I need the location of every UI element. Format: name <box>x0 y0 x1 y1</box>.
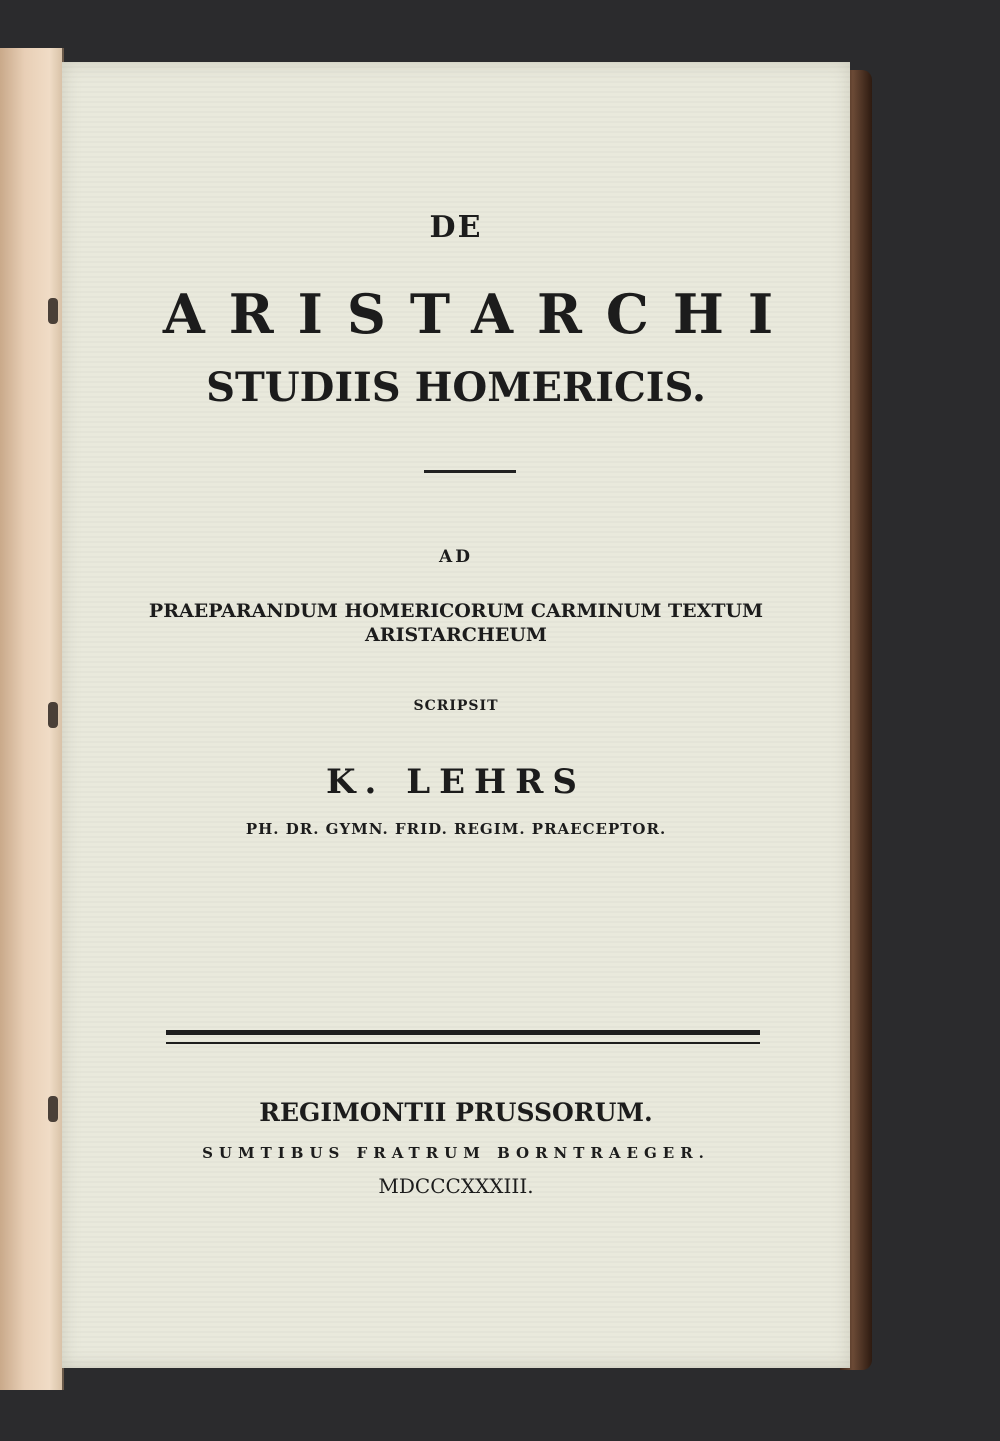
thick-divider <box>166 1030 760 1035</box>
title-line-aristarchi: ARISTARCHI <box>162 282 798 346</box>
handwritten-shelfmark <box>582 1344 822 1348</box>
imprint-place: REGIMONTII PRUSSORUM. <box>259 1098 653 1127</box>
purpose-line-1: PRAEPARANDUM HOMERICORUM CARMINUM TEXTUM <box>148 600 764 622</box>
binding-stitch <box>48 298 58 324</box>
author-name: K. LEHRS <box>326 762 586 802</box>
short-divider <box>424 470 516 473</box>
binding-stitch <box>48 702 58 728</box>
title-line-studiis: STUDIIS HOMERICIS. <box>206 364 706 411</box>
line-scripsit: SCRIPSIT <box>413 698 499 714</box>
thin-divider <box>166 1042 760 1044</box>
binding-stitch <box>48 1096 58 1122</box>
author-title: PH. DR. GYMN. FRID. REGIM. PRAECEPTOR. <box>245 820 667 838</box>
handwritten-signature <box>362 164 722 177</box>
line-ad: AD <box>439 547 473 567</box>
imprint-publisher: SUMTIBUS FRATRUM BORNTRAEGER. <box>202 1144 710 1162</box>
title-line-de: DE <box>429 210 483 245</box>
purpose-line-2: ARISTARCHEUM <box>365 624 547 646</box>
facing-page-edge <box>0 48 64 1390</box>
title-page <box>62 62 850 1368</box>
imprint-year: MDCCCXXXIII. <box>378 1174 534 1198</box>
